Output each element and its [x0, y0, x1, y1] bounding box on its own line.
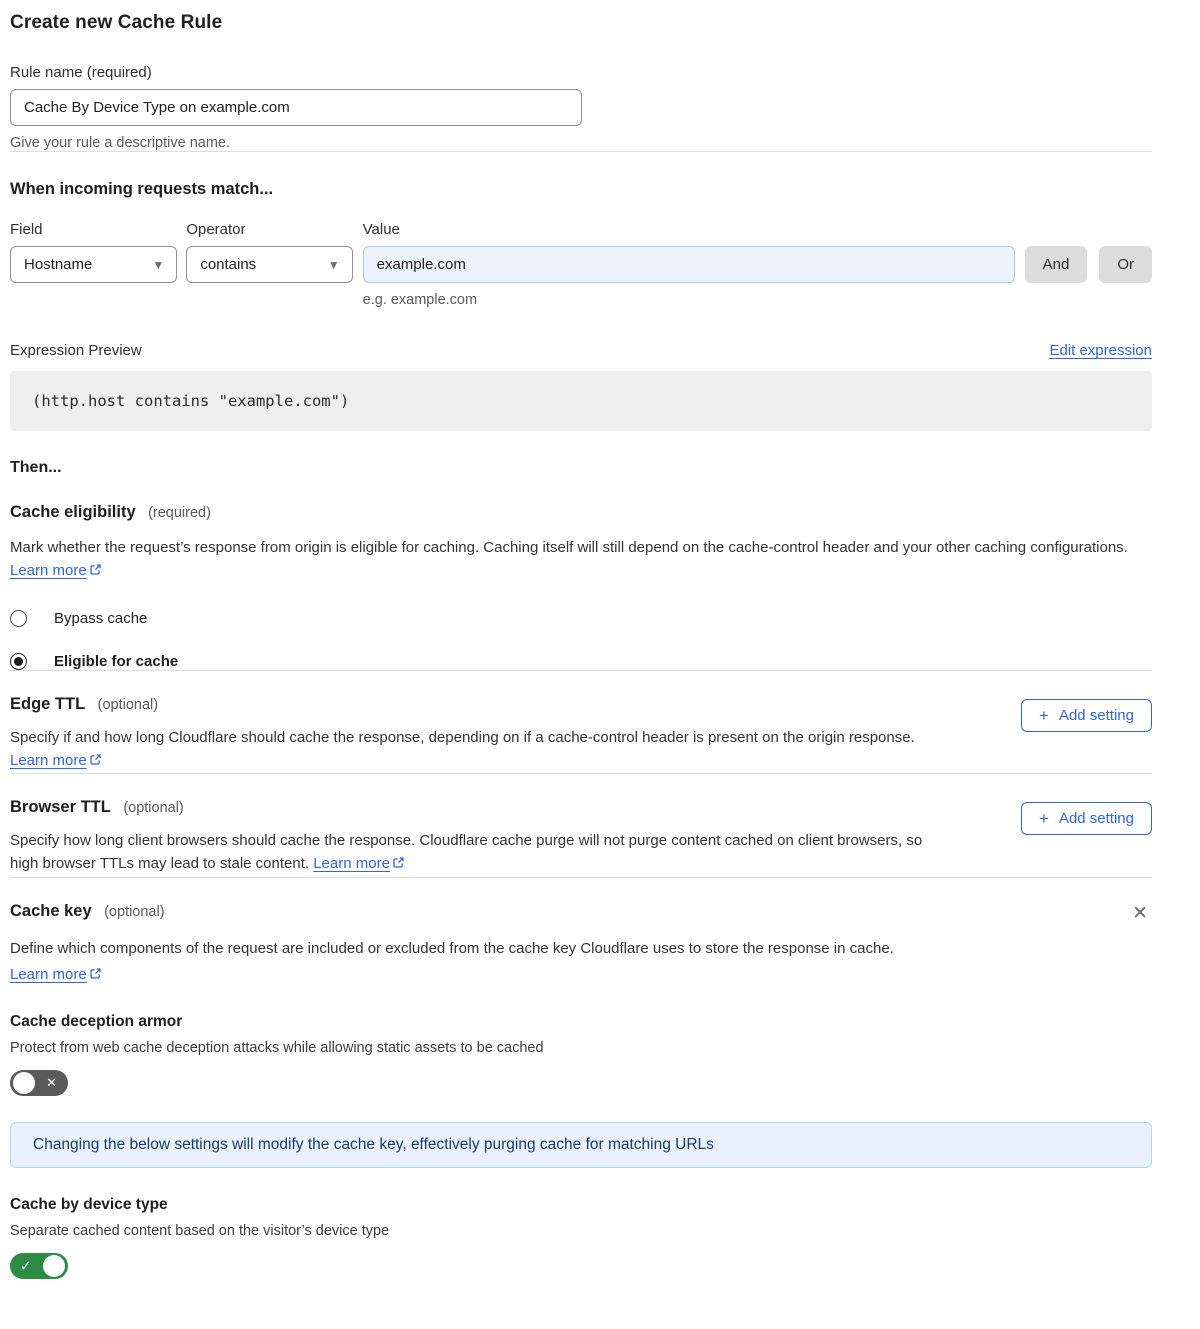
cache-by-device-type-toggle[interactable] [10, 1253, 68, 1279]
field-select[interactable] [10, 246, 177, 283]
toggle-knob [43, 1255, 65, 1277]
operator-select[interactable] [186, 246, 352, 283]
match-condition-row [10, 221, 1152, 308]
divider [10, 877, 1152, 878]
bypass-cache-option[interactable] [10, 610, 1152, 627]
browser-ttl-section [10, 798, 1152, 877]
then-heading: Then... [10, 459, 62, 476]
eligible-for-cache-label: Eligible for cache [54, 652, 179, 670]
bypass-cache-label: Bypass cache [54, 609, 148, 627]
rule-name-helper: Give your rule a descriptive name. [10, 135, 231, 151]
external-link-icon [392, 853, 405, 876]
cache-by-device-type-description: Separate cached content based on the visitor’s device type [10, 1222, 390, 1239]
external-link-icon [89, 967, 102, 985]
edge-ttl-heading: Edge TTL [10, 694, 86, 713]
cache-key-section [10, 902, 1152, 925]
cache-eligibility-flag: (required) [148, 505, 211, 521]
cache-eligibility-description: Mark whether the request’s response from origin is eligible for caching. Caching itself will still depend on the cache-control header and your other caching configurations. Learn more [10, 536, 1135, 584]
toggle-knob [13, 1072, 35, 1094]
chevron-down-icon: ▼ [152, 257, 165, 272]
eligibility-learn-more-link[interactable]: Learn more [10, 562, 87, 580]
expression-code-block [10, 371, 1152, 431]
cache-key-warning-banner: Changing the below settings will modify the cache key, effectively purging cache for matching URLs [10, 1122, 1152, 1168]
edge-ttl-add-setting-button[interactable]: + Add setting [1021, 699, 1152, 732]
edge-ttl-flag: (optional) [97, 696, 159, 713]
plus-icon: + [1039, 809, 1049, 828]
radio-selected-icon[interactable] [10, 653, 27, 670]
field-select-value: Hostname [24, 256, 93, 273]
divider [10, 670, 1152, 671]
and-button[interactable]: And [1025, 246, 1088, 283]
page-title: Create new Cache Rule [10, 12, 223, 33]
rule-name-label: Rule name (required) [10, 64, 152, 81]
check-icon: ✓ [20, 1257, 32, 1274]
browser-ttl-learn-more-link[interactable]: Learn more [313, 855, 390, 873]
external-link-icon [89, 750, 102, 773]
edge-ttl-section [10, 695, 1152, 774]
cache-key-flag: (optional) [104, 903, 165, 920]
external-link-icon [89, 560, 102, 583]
plus-icon: + [1039, 705, 1049, 725]
value-input[interactable] [363, 246, 1015, 283]
edit-expression-link[interactable]: Edit expression [1049, 342, 1152, 359]
cache-deception-armor-heading: Cache deception armor [10, 1012, 183, 1030]
eligible-for-cache-option[interactable] [10, 653, 1152, 670]
cache-key-description: Define which components of the request are included or excluded from the cache key Cloudflare uses to store the response in cache. [10, 939, 894, 957]
divider [10, 151, 1152, 152]
browser-ttl-flag: (optional) [123, 800, 184, 816]
operator-label: Operator [186, 221, 246, 238]
match-heading: When incoming requests match... [10, 180, 274, 198]
cache-eligibility-heading: Cache eligibility [10, 503, 136, 521]
expression-preview-label: Expression Preview [10, 342, 142, 359]
or-button[interactable]: Or [1099, 246, 1152, 283]
operator-select-value: contains [200, 256, 257, 273]
value-label: Value [362, 221, 400, 238]
radio-unselected-icon[interactable] [10, 610, 27, 627]
cache-by-device-type-heading: Cache by device type [10, 1195, 168, 1213]
edge-ttl-learn-more-link[interactable]: Learn more [10, 751, 87, 769]
x-icon: ✕ [46, 1074, 57, 1090]
cache-key-heading: Cache key [10, 901, 92, 920]
chevron-down-icon: ▼ [327, 257, 340, 272]
rule-name-input[interactable] [10, 89, 582, 126]
browser-ttl-description: Specify how long client browsers should cache the response. Cloudflare cache purge will not purge content cached on client browsers, so high browser TTLs may lead to stale content. Learn more [10, 829, 940, 877]
cache-deception-armor-toggle[interactable] [10, 1070, 68, 1096]
browser-ttl-heading: Browser TTL [10, 798, 111, 816]
expression-code: (http.host contains "example.com") [32, 392, 350, 410]
cache-deception-armor-description: Protect from web cache deception attacks while allowing static assets to be cached [10, 1039, 544, 1056]
value-helper: e.g. example.com [362, 292, 478, 308]
browser-ttl-add-setting-button[interactable]: + Add setting [1021, 802, 1152, 835]
close-icon[interactable]: ✕ [1132, 902, 1148, 924]
cache-key-learn-more-link[interactable]: Learn more [10, 965, 87, 983]
field-label: Field [10, 221, 43, 238]
edge-ttl-description: Specify if and how long Cloudflare should cache the response, depending on if a cache-control header is present on the origin response. Learn more [10, 726, 940, 774]
divider [10, 773, 1152, 774]
